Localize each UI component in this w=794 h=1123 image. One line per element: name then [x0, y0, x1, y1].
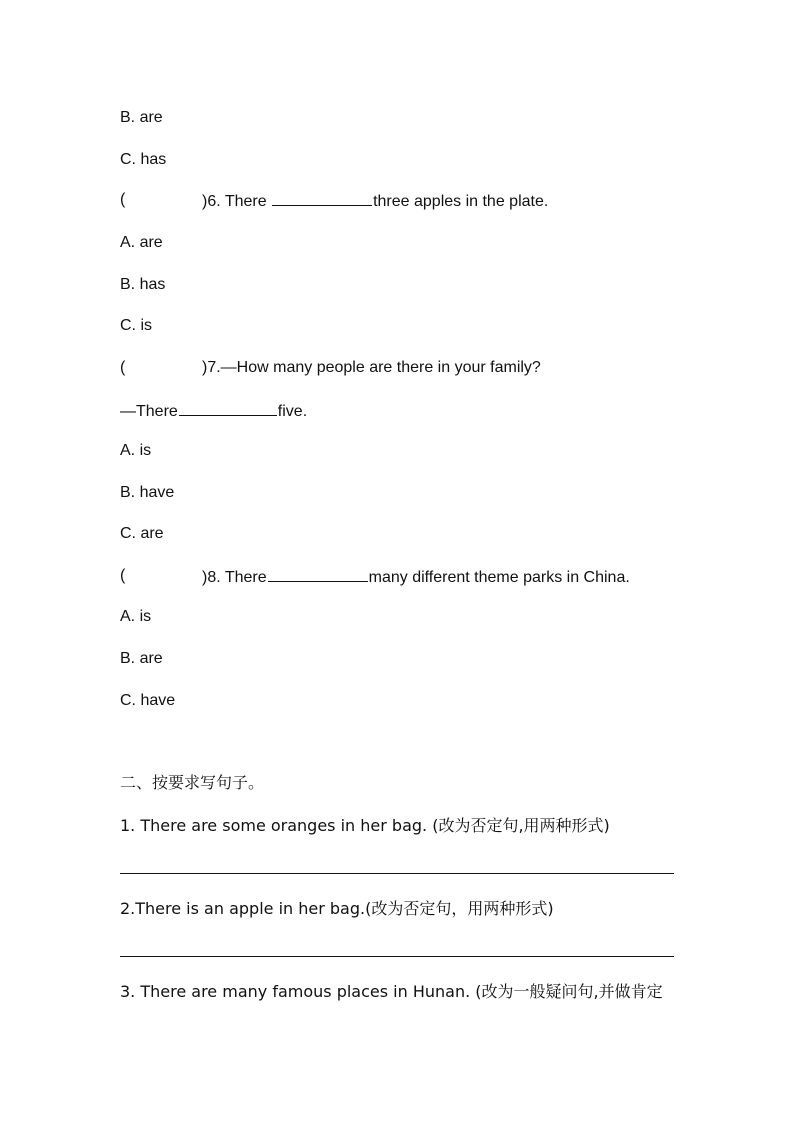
answer-paren: (	[120, 359, 126, 376]
answer-line-1[interactable]	[120, 873, 674, 874]
question-8-suffix: many different theme parks in China.	[368, 569, 630, 586]
q5-option-c: C. has	[120, 151, 167, 168]
question-8-text	[202, 566, 630, 588]
fill-blank[interactable]	[272, 190, 372, 206]
fill-blank[interactable]	[179, 400, 277, 416]
question-7-text: )7.—How many people are there in your family?	[202, 359, 541, 376]
sentence-2: 2.There is an apple in her bag.(改为否定句，用两种形式)	[120, 899, 554, 918]
q6-option-c: C. is	[120, 317, 152, 334]
sentence-3: 3. There are many famous places in Hunan. (改为一般疑问句,并做肯定	[120, 982, 663, 1001]
q7-option-a: A. is	[120, 442, 152, 459]
question-7-answer-suffix: five.	[277, 403, 308, 420]
sentence-1: 1. There are some oranges in her bag. (改为否定句,用两种形式)	[120, 816, 610, 835]
answer-paren: (	[120, 567, 126, 584]
question-6-prefix: )6. There	[202, 193, 272, 210]
section-2-heading: 二、按要求写句子。	[120, 773, 265, 792]
q7-option-c: C. are	[120, 525, 164, 542]
q5-option-b: B. are	[120, 109, 163, 126]
q6-option-b: B. has	[120, 276, 166, 293]
question-6-suffix: three apples in the plate.	[373, 193, 549, 210]
q7-option-b: B. have	[120, 484, 175, 501]
q8-option-b: B. are	[120, 650, 163, 667]
question-7-answer-prefix: —There	[120, 403, 178, 420]
q8-option-c: C. have	[120, 692, 176, 709]
question-7-answer	[120, 400, 307, 420]
answer-line-2[interactable]	[120, 956, 674, 957]
answer-paren: (	[120, 191, 126, 208]
q6-option-a: A. are	[120, 234, 163, 251]
q8-option-a: A. is	[120, 608, 152, 625]
question-8-prefix: )8. There	[202, 569, 267, 586]
question-6-text	[202, 190, 548, 212]
fill-blank[interactable]	[268, 566, 368, 582]
